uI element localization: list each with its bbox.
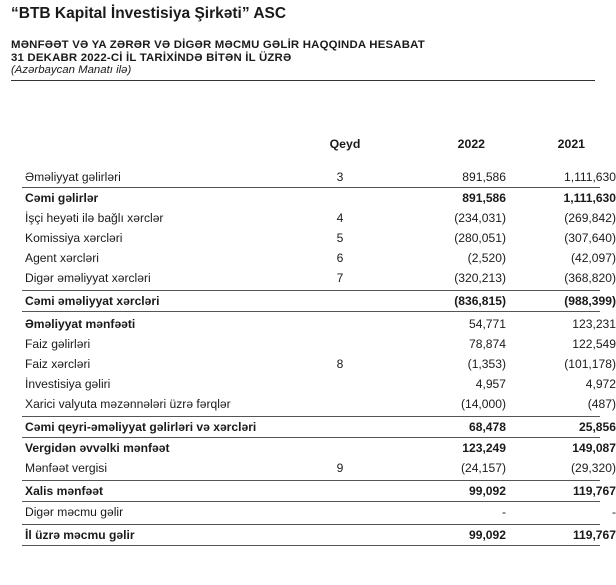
row-value-2022: (234,031)	[454, 211, 506, 225]
row-value-2022: (280,051)	[454, 231, 506, 245]
row-value-2021: 119,767	[572, 528, 616, 542]
row-label: Agent xərcləri	[25, 251, 99, 265]
row-label: Cəmi əməliyyat xərcləri	[25, 294, 160, 308]
table-row-total	[22, 480, 616, 502]
table-row-subtotal	[22, 438, 616, 458]
row-value-2022: 4,957	[475, 377, 506, 391]
row-value-2021: 149,087	[572, 441, 616, 455]
row-note: 6	[336, 251, 344, 265]
table-row-subtotal	[22, 314, 616, 334]
row-value-2022: (2,520)	[467, 251, 506, 265]
column-header-2022: 2022	[457, 137, 485, 151]
row-value-2022: (320,213)	[454, 271, 506, 285]
row-value-2021: 122,549	[572, 337, 616, 351]
table-row	[22, 167, 616, 187]
row-note: 4	[336, 211, 344, 225]
row-note: 9	[336, 461, 344, 475]
row-value-2022: -	[501, 505, 506, 519]
row-value-2022: (836,815)	[454, 294, 506, 308]
row-value-2021: (42,097)	[570, 251, 616, 265]
row-value-2021: (368,820)	[564, 271, 616, 285]
column-header-note: Qeyd	[329, 137, 361, 151]
row-label: Əməliyyat gəlirləri	[25, 170, 121, 184]
row-value-2022: (14,000)	[460, 397, 506, 411]
table-row-total	[22, 416, 616, 438]
row-label: Vergidən əvvəlki mənfəət	[25, 441, 170, 455]
row-value-2022: 68,478	[469, 420, 506, 434]
table-row	[22, 248, 616, 268]
row-value-2021: 119,767	[572, 484, 616, 498]
row-value-2021: 1,111,630	[563, 191, 616, 205]
row-label: Cəmi qeyri-əməliyyat gəlirləri və xərcləri	[25, 420, 257, 434]
row-value-2021: (269,842)	[564, 211, 616, 225]
row-value-2022: 54,771	[469, 317, 506, 331]
row-label: Mənfəət vergisi	[25, 461, 108, 475]
column-header-2021: 2021	[557, 137, 585, 151]
table-row	[22, 208, 616, 228]
table-row-total	[22, 290, 616, 312]
row-note: 3	[336, 170, 344, 184]
row-value-2021: (307,640)	[564, 231, 616, 245]
row-label: İnvestisiya gəliri	[25, 377, 111, 391]
report-period: 31 DEKABR 2022-Cİ İL TARİXİNDƏ BİTƏN İL ÜZRƏ	[11, 52, 292, 64]
row-value-2022: 891,586	[462, 191, 506, 205]
report-title: MƏNFƏƏT VƏ YA ZƏRƏR VƏ DİGƏR MƏCMU GƏLİR HAQQINDA HESABAT	[11, 39, 425, 51]
company-name: “BTB Kapital İnvestisiya Şirkəti” ASC	[11, 5, 287, 22]
row-label: Cəmi gəlirlər	[25, 191, 99, 205]
table-row	[22, 502, 616, 522]
table-row-total	[22, 187, 616, 208]
row-label: İşçi heyəti ilə bağlı xərclər	[25, 211, 164, 225]
currency-note: (Azərbaycan Manatı ilə)	[11, 64, 132, 76]
row-value-2022: (1,353)	[467, 357, 506, 371]
row-label: İl üzrə məcmu gəlir	[25, 528, 135, 542]
table-row	[22, 374, 616, 394]
row-note: 8	[336, 357, 344, 371]
row-value-2021: (487)	[587, 397, 616, 411]
row-label: Digər məcmu gəlir	[25, 505, 124, 519]
row-label: Komissiya xərcləri	[25, 231, 123, 245]
row-label: Əməliyyat mənfəəti	[25, 317, 136, 331]
row-value-2022: 891,586	[462, 170, 506, 184]
row-value-2022: (24,157)	[460, 461, 506, 475]
table-row	[22, 228, 616, 248]
table-row-grand-total	[22, 524, 616, 546]
row-label: Faiz xərcləri	[25, 357, 91, 371]
row-value-2021: 4,972	[585, 377, 616, 391]
header-divider	[11, 80, 595, 81]
row-label: Faiz gəlirləri	[25, 337, 91, 351]
row-note: 5	[336, 231, 344, 245]
row-label: Xalis mənfəət	[25, 484, 103, 498]
row-value-2021: -	[611, 505, 616, 519]
row-value-2021: (101,178)	[564, 357, 616, 371]
table-row	[22, 354, 616, 374]
row-label: Digər əməliyyat xərcləri	[25, 271, 151, 285]
table-row	[22, 394, 616, 414]
table-row	[22, 334, 616, 354]
row-label: Xarici valyuta məzənnələri üzrə fərqlər	[25, 397, 231, 411]
row-value-2022: 99,092	[469, 484, 506, 498]
row-value-2021: (29,320)	[570, 461, 616, 475]
row-value-2021: 1,111,630	[563, 170, 616, 184]
table-row	[22, 268, 616, 288]
row-value-2021: 25,856	[579, 420, 616, 434]
row-value-2022: 78,874	[469, 337, 506, 351]
row-note: 7	[336, 271, 344, 285]
table-row	[22, 458, 616, 478]
row-value-2021: (988,399)	[564, 294, 616, 308]
row-value-2022: 123,249	[462, 441, 506, 455]
row-value-2021: 123,231	[572, 317, 616, 331]
row-value-2022: 99,092	[469, 528, 506, 542]
